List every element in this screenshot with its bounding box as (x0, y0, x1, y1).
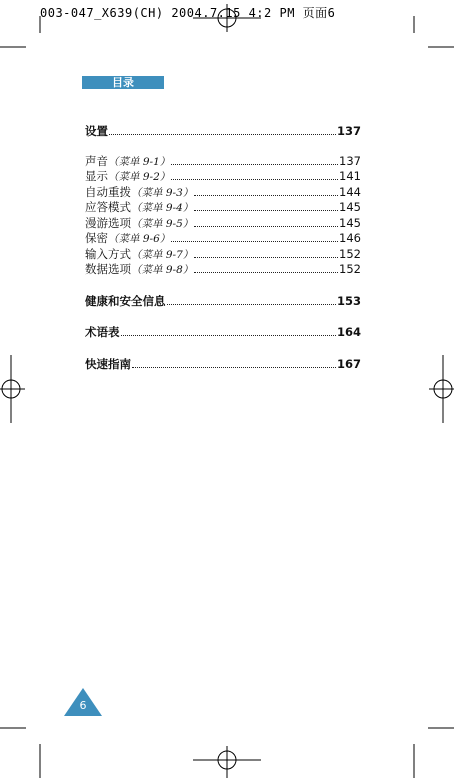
toc-menu-ref: （菜单 9-3） (131, 186, 194, 199)
toc-entry-answer-mode[interactable] (85, 200, 361, 216)
toc-page-number: 137 (339, 153, 361, 168)
toc-entry-input-method[interactable] (85, 247, 361, 263)
toc-entry-label: 漫游选项 (85, 215, 131, 230)
toc-page-number: 153 (336, 293, 361, 308)
toc-page-number: 145 (339, 200, 361, 214)
toc-entry-label: 自动重拨 (85, 184, 131, 199)
toc-menu-ref: （菜单 9-5） (131, 217, 194, 230)
print-header: 003-047_X639(CH) 2004.7.15 4:2 PM 页面6 (40, 6, 336, 20)
toc-entry-auto-redial[interactable] (85, 185, 361, 201)
dot-leader (194, 195, 338, 196)
page-number-badge (64, 688, 102, 716)
registration-mark-left (0, 355, 25, 423)
dot-leader (171, 164, 338, 165)
dot-leader (171, 179, 338, 180)
toc-page-number: 137 (336, 124, 361, 138)
dot-leader (194, 210, 338, 211)
registration-mark-top (193, 4, 261, 32)
dot-leader (194, 272, 338, 273)
dot-leader (194, 226, 338, 227)
toc-entry-label: 应答模式 (85, 200, 131, 214)
toc-entry-label: 快速指南 (85, 356, 131, 371)
toc-menu-ref: （菜单 9-8） (131, 264, 194, 276)
toc-entry-data-options[interactable] (85, 262, 361, 278)
section-tab: 目录 (82, 76, 164, 89)
toc-entry-security[interactable] (85, 231, 361, 247)
toc-menu-ref: （菜单 9-6） (108, 233, 171, 245)
toc-entry-label: 保密 (85, 231, 108, 245)
toc-entry-label: 输入方式 (85, 246, 131, 261)
toc-entry-label: 显示 (85, 169, 108, 183)
registration-mark-right (429, 355, 454, 423)
toc-menu-ref: （菜单 9-7） (131, 248, 194, 261)
toc-entry-glossary[interactable] (85, 325, 361, 341)
dot-leader (132, 367, 336, 368)
dot-leader (121, 335, 336, 336)
toc-entry-label: 声音 (85, 153, 108, 168)
toc-page-number: 144 (339, 184, 361, 199)
toc-page-number: 164 (336, 325, 361, 339)
page-number: 6 (79, 699, 87, 712)
table-of-contents (85, 124, 361, 372)
toc-page-number: 145 (339, 215, 361, 230)
toc-entry-label: 健康和安全信息 (85, 293, 166, 308)
toc-page-number: 167 (336, 356, 361, 371)
registration-mark-bottom (193, 746, 261, 778)
toc-entry-label: 术语表 (85, 325, 120, 339)
toc-entry-health-safety[interactable] (85, 294, 361, 310)
toc-entry-settings[interactable] (85, 124, 361, 140)
toc-entry-roaming-options[interactable] (85, 216, 361, 232)
toc-page-number: 152 (339, 246, 361, 261)
toc-page-number: 141 (339, 169, 361, 183)
toc-page-number: 152 (339, 262, 361, 276)
toc-menu-ref: （菜单 9-4） (131, 202, 194, 214)
toc-page-number: 146 (339, 231, 361, 245)
toc-entry-label: 数据选项 (85, 262, 131, 276)
toc-entry-sound[interactable] (85, 154, 361, 170)
toc-entry-display[interactable] (85, 169, 361, 185)
toc-entry-quick-guide[interactable] (85, 357, 361, 373)
toc-entry-label: 设置 (85, 124, 108, 138)
dot-leader (109, 134, 336, 135)
dot-leader (194, 257, 338, 258)
dot-leader (167, 304, 336, 305)
toc-menu-ref: （菜单 9-2） (108, 171, 171, 183)
dot-leader (171, 241, 338, 242)
toc-menu-ref: （菜单 9-1） (108, 155, 171, 168)
